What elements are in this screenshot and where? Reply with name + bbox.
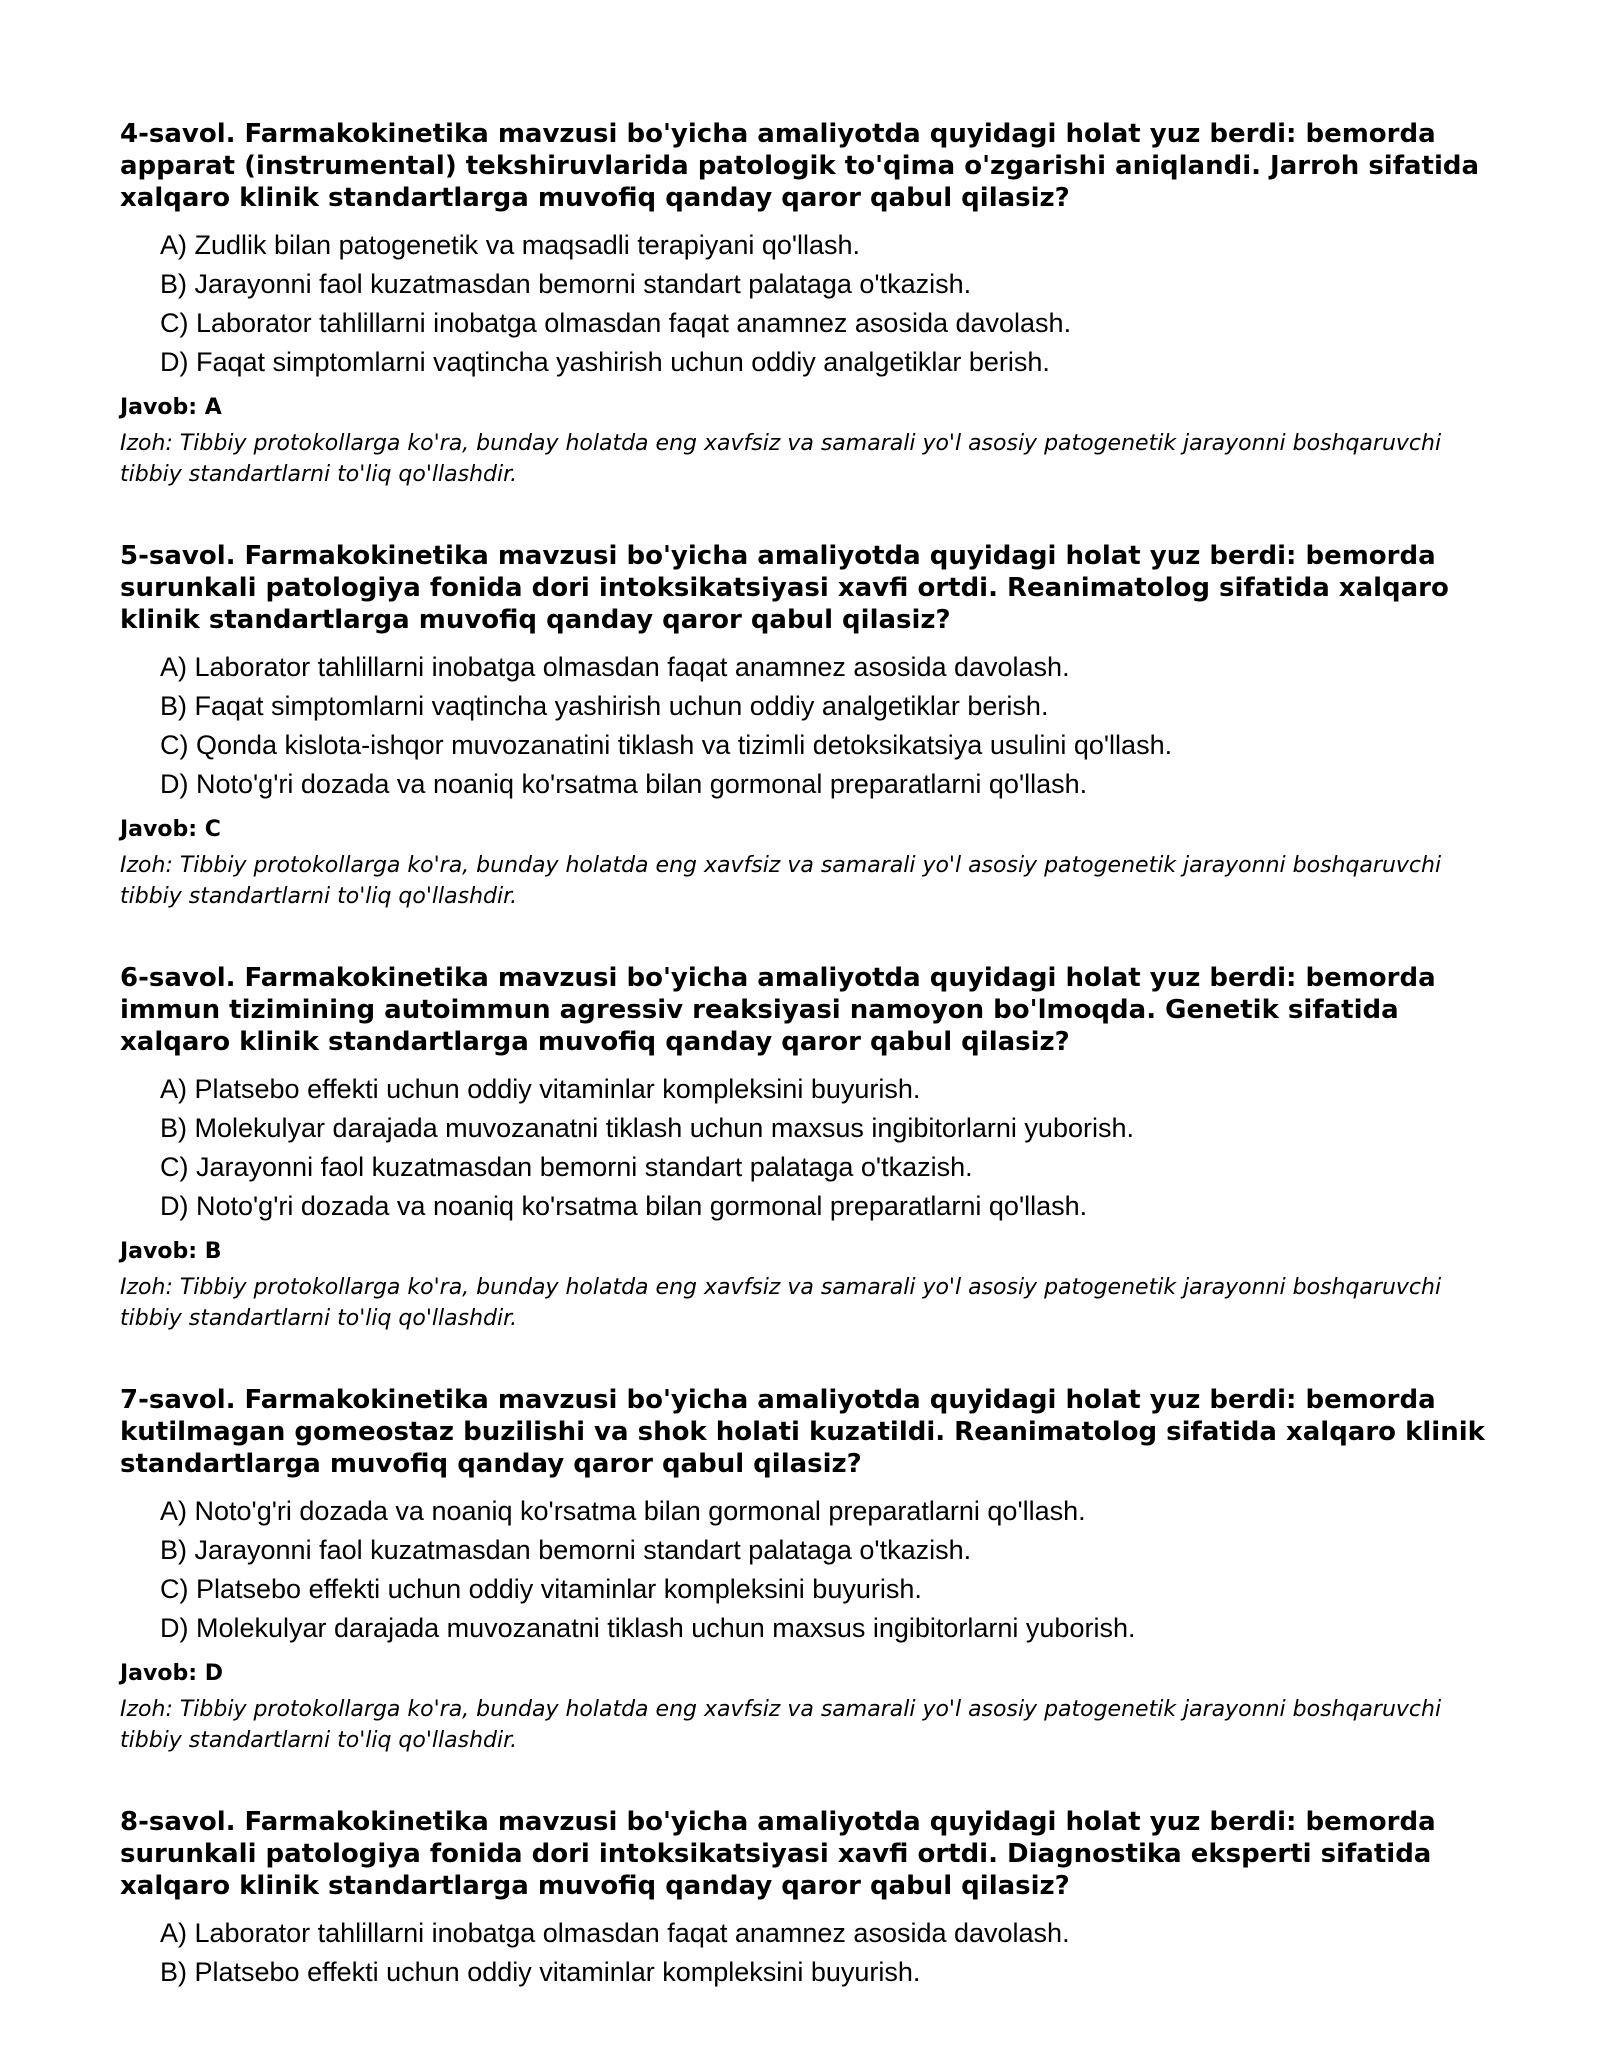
options-list xyxy=(120,1070,1500,1226)
answer-label: Javob: B xyxy=(120,1239,222,1264)
question-title: 8-savol. Farmakokinetika mavzusi bo'yicha amaliyotda quyidagi holat yuz berdi: bemorda surunkali patologiya fonida dori intoksikatsiyasi xavfi ortdi. Diagnostika eksperti sifatida xalqaro klinik standartlarga muvofiq qanday qaror qabul qilasiz? xyxy=(120,1807,1436,1901)
explanation-note: Izoh: Tibbiy protokollarga ko'ra, bunday holatda eng xavfsiz va samarali yo'l asosiy patogenetik jarayonni boshqaruvchi tibbiy standartlarni to'liq qo'llashdir. xyxy=(120,853,1442,909)
option-d: D) Faqat simptomlarni vaqtincha yashirish uchun oddiy analgetiklar berish. xyxy=(160,347,1050,377)
option-b: B) Platsebo effekti uchun oddiy vitaminlar kompleksini buyurish. xyxy=(160,1957,921,1987)
options-list xyxy=(120,226,1500,382)
option-b: B) Molekulyar darajada muvozanatni tiklash uchun maxsus ingibitorlarni yuborish. xyxy=(160,1113,1134,1143)
answer-label: Javob: A xyxy=(120,395,222,420)
option-a: A) Platsebo effekti uchun oddiy vitaminlar kompleksini buyurish. xyxy=(160,1074,921,1104)
options-list xyxy=(120,1492,1500,1648)
explanation-note: Izoh: Tibbiy protokollarga ko'ra, bunday holatda eng xavfsiz va samarali yo'l asosiy patogenetik jarayonni boshqaruvchi tibbiy standartlarni to'liq qo'llashdir. xyxy=(120,431,1442,487)
options-list xyxy=(120,1914,1500,1992)
option-b: B) Jarayonni faol kuzatmasdan bemorni standart palataga o'tkazish. xyxy=(160,1535,972,1565)
option-d: D) Noto'g'ri dozada va noaniq ko'rsatma bilan gormonal preparatlarni qo'llash. xyxy=(160,1191,1088,1221)
option-c: C) Platsebo effekti uchun oddiy vitaminlar kompleksini buyurish. xyxy=(160,1574,922,1604)
option-a: A) Zudlik bilan patogenetik va maqsadli terapiyani qo'llash. xyxy=(160,230,861,260)
option-d: D) Noto'g'ri dozada va noaniq ko'rsatma bilan gormonal preparatlarni qo'llash. xyxy=(160,769,1088,799)
answer-label: Javob: C xyxy=(120,817,221,842)
option-a: A) Laborator tahlillarni inobatga olmasdan faqat anamnez asosida davolash. xyxy=(160,1918,1070,1948)
document-page xyxy=(120,118,1500,2042)
option-a: A) Noto'g'ri dozada va noaniq ko'rsatma bilan gormonal preparatlarni qo'llash. xyxy=(160,1496,1086,1526)
option-b: B) Jarayonni faol kuzatmasdan bemorni standart palataga o'tkazish. xyxy=(160,269,972,299)
answer-label: Javob: D xyxy=(120,1661,223,1686)
question-title: 4-savol. Farmakokinetika mavzusi bo'yicha amaliyotda quyidagi holat yuz berdi: bemorda apparat (instrumental) tekshiruvlarida patologik to'qima o'zgarishi aniqlandi. Jarroh sifatida xalqaro klinik standartlarga muvofiq qanday qaror qabul qilasiz? xyxy=(120,119,1480,213)
question-block xyxy=(120,962,1500,1334)
option-a: A) Laborator tahlillarni inobatga olmasdan faqat anamnez asosida davolash. xyxy=(160,652,1070,682)
question-block xyxy=(120,1384,1500,1756)
question-block xyxy=(120,540,1500,912)
question-title: 5-savol. Farmakokinetika mavzusi bo'yicha amaliyotda quyidagi holat yuz berdi: bemorda surunkali patologiya fonida dori intoksikatsiyasi xavfi ortdi. Reanimatolog sifatida xalqaro klinik standartlarga muvofiq qanday qaror qabul qilasiz? xyxy=(120,541,1449,635)
question-block xyxy=(120,118,1500,490)
question-block xyxy=(120,1806,1500,1992)
question-title: 6-savol. Farmakokinetika mavzusi bo'yicha amaliyotda quyidagi holat yuz berdi: bemorda immun tizimining autoimmun agressiv reaksiyasi namoyon bo'lmoqda. Genetik sifatida xalqaro klinik standartlarga muvofiq qanday qaror qabul qilasiz? xyxy=(120,963,1436,1057)
explanation-note: Izoh: Tibbiy protokollarga ko'ra, bunday holatda eng xavfsiz va samarali yo'l asosiy patogenetik jarayonni boshqaruvchi tibbiy standartlarni to'liq qo'llashdir. xyxy=(120,1697,1442,1753)
option-c: C) Qonda kislota-ishqor muvozanatini tiklash va tizimli detoksikatsiya usulini qo'llash. xyxy=(160,730,1173,760)
options-list xyxy=(120,648,1500,804)
option-c: C) Jarayonni faol kuzatmasdan bemorni standart palataga o'tkazish. xyxy=(160,1152,973,1182)
option-c: C) Laborator tahlillarni inobatga olmasdan faqat anamnez asosida davolash. xyxy=(160,308,1072,338)
option-d: D) Molekulyar darajada muvozanatni tiklash uchun maxsus ingibitorlarni yuborish. xyxy=(160,1613,1136,1643)
question-title: 7-savol. Farmakokinetika mavzusi bo'yicha amaliyotda quyidagi holat yuz berdi: bemorda kutilmagan gomeostaz buzilishi va shok holati kuzatildi. Reanimatolog sifatida xalqaro klinik standartlarga muvofiq qanday qaror qabul qilasiz? xyxy=(120,1385,1485,1479)
explanation-note: Izoh: Tibbiy protokollarga ko'ra, bunday holatda eng xavfsiz va samarali yo'l asosiy patogenetik jarayonni boshqaruvchi tibbiy standartlarni to'liq qo'llashdir. xyxy=(120,1275,1442,1331)
option-b: B) Faqat simptomlarni vaqtincha yashirish uchun oddiy analgetiklar berish. xyxy=(160,691,1049,721)
